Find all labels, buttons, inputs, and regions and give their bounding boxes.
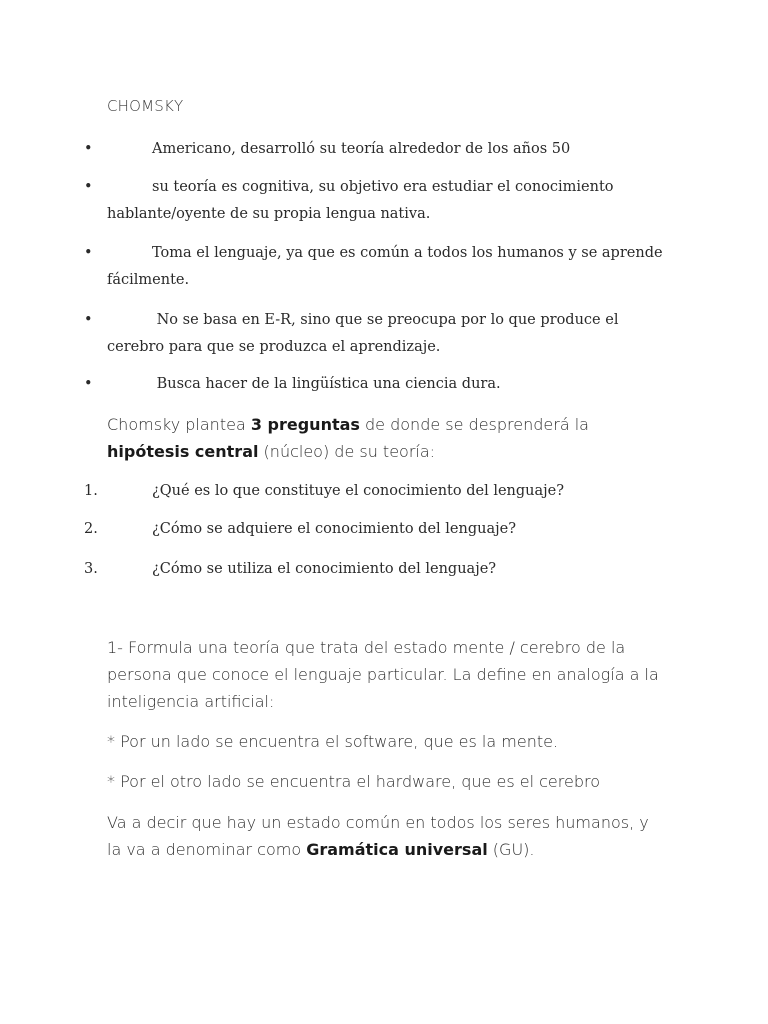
intro-paragraph: Chomsky plantea 3 preguntas de donde se desprenderá la hipótesis central (núcleo) de su teoría: [107, 415, 589, 461]
paragraph-software: * Por un lado se encuentra el software, que es la mente. [107, 732, 559, 751]
bold-text: hipótesis central [107, 442, 259, 461]
bullet-text: su teoría es cognitiva, su objetivo era estudiar el conocimiento hablante/oyente de su propia lengua nativa. [107, 179, 614, 222]
bullet-marker: • [84, 179, 93, 195]
bullet-marker: • [84, 312, 93, 328]
document-heading: CHOMSKY [107, 97, 184, 115]
question-text: ¿Cómo se utiliza el conocimiento del lenguaje? [152, 561, 497, 577]
question-text: ¿Cómo se adquiere el conocimiento del lenguaje? [152, 521, 516, 537]
bullet-marker: • [84, 245, 93, 261]
bullet-text: No se basa en E-R, sino que se preocupa por lo que produce el cerebro para que se produzca el aprendizaje. [107, 312, 619, 355]
paragraph-universal-grammar: Va a decir que hay un estado común en todos los seres humanos, y la va a denominar como Gramática universal (GU). [107, 813, 649, 859]
bullet-text: Toma el lenguaje, ya que es común a todos los humanos y se aprende fácilmente. [107, 245, 663, 288]
question-text: ¿Qué es lo que constituye el conocimiento del lenguaje? [152, 483, 565, 499]
paragraph-formula: 1- Formula una teoría que trata del estado mente / cerebro de la persona que conoce el lenguaje particular. La define en analogía a la inteligencia artificial: [107, 638, 659, 711]
bullet-marker: • [84, 376, 93, 392]
bullet-marker: • [84, 141, 93, 157]
bold-text: 3 preguntas [250, 415, 360, 434]
paragraph-hardware: * Por el otro lado se encuentra el hardware, que es el cerebro [107, 772, 601, 791]
question-number: 3. [84, 561, 98, 577]
bullet-text: Americano, desarrolló su teoría alrededor de los años 50 [152, 141, 571, 157]
question-number: 1. [84, 483, 98, 499]
bold-text: Gramática universal [306, 840, 488, 859]
question-number: 2. [84, 521, 98, 537]
bullet-text: Busca hacer de la lingüística una ciencia dura. [152, 376, 501, 392]
